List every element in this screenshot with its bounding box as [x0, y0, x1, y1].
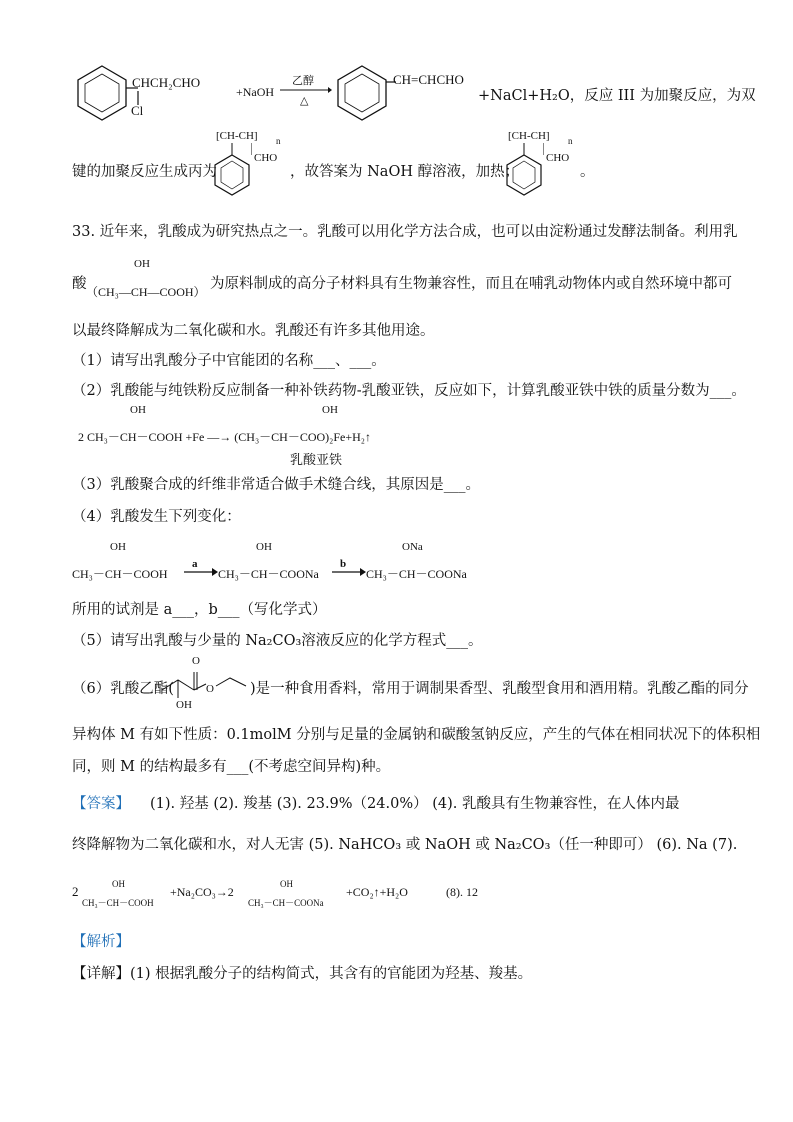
arrow-condition-top: 乙醇 [292, 75, 314, 87]
polymer-text-3: 。 [580, 164, 595, 180]
q33-part2: （2）乳酸能与纯铁粉反应制备一种补铁药物-乳酸亚铁，反应如下，计算乳酸亚铁中铁的质量分数为___。 [72, 383, 746, 399]
q33-part6-a: （6）乳酸乙酯( [72, 681, 174, 697]
lactic-formula: （CH₃—CH—COOH） [86, 285, 206, 299]
q33-intro-line2-a: 酸 [72, 276, 87, 292]
eq4-lactic-acid: CH₃－CH－COOH [72, 567, 168, 581]
q33-part4: （4）乳酸发生下列变化： [72, 509, 241, 525]
eq4-reagent-b: b [340, 558, 347, 570]
answer-line2: 终降解物为二氧化碳和水，对人无害 (5). NaHCO₃ 或 NaOH 或 Na₂CO₃（任一种即可） (6). Na (7). [72, 837, 738, 853]
ester-oh: OH [176, 699, 192, 711]
q33-part5: （5）请写出乳酸与少量的 Na₂CO₃溶液反应的化学方程式___。 [72, 633, 483, 649]
polymer-text-2: ，故答案为 NaOH 醇溶液，加热； [290, 164, 520, 180]
eq4-ona: ONa [402, 541, 423, 553]
q33-part1: （1）请写出乳酸分子中官能团的名称___、___。 [72, 353, 386, 369]
product-chain: CH=CHCHO [393, 72, 464, 87]
polymer-n-1: n [276, 136, 281, 146]
svg-text:O: O [206, 683, 214, 695]
analysis-label: 【解析】 [72, 934, 130, 950]
q33-part4-reagents: 所用的试剂是 a___，b___（写化学式） [72, 602, 327, 618]
polymer-cho-2: CHO [546, 152, 570, 164]
polymer-n-2: n [568, 136, 573, 146]
answer-eq-lactate: CH₃－CH－COONa [248, 898, 324, 908]
benzene-ring-reactant [72, 62, 132, 122]
answer-label: 【答案】 [72, 796, 130, 812]
reaction-note: +NaCl+H₂O，反应 III 为加聚反应，为双 [478, 88, 756, 104]
q33-part3: （3）乳酸聚合成的纤维非常适合做手术缝合线，其原因是___。 [72, 477, 480, 493]
q33-part6-d: 同，则 M 的结构最多有___(不考虑空间异构)种。 [72, 759, 391, 775]
reactant-chain: CHCH₂CHO [132, 75, 201, 90]
polymer-text-1: 键的加聚反应生成丙为 [72, 164, 217, 180]
reaction-arrow [280, 86, 332, 94]
ester-carbonyl-o: O [192, 655, 200, 667]
naoh-reagent: +NaOH [236, 85, 275, 99]
polymer-cho-1: CHO [254, 152, 278, 164]
eq2-equation: 2 CH₃－CH－COOH +Fe —→ (CH₃－CH－COO)₂Fe+H₂↑ [78, 430, 371, 444]
polymer-chain-1: [CH-CH] [216, 130, 258, 142]
answer-eq-mid: +Na₂CO₃→2 [170, 885, 234, 899]
answer-eq-oh-2: OH [280, 879, 293, 889]
polymer-ring-2 [500, 143, 544, 203]
chlorine-label: Cl [131, 103, 144, 118]
answer-eq-lactic: CH₃－CH－COOH [82, 898, 154, 908]
answer-eq-oh-1: OH [112, 879, 125, 889]
eq4-arrow-a [184, 568, 218, 576]
lactic-oh: OH [134, 258, 150, 270]
eq4-oh-1: OH [110, 541, 126, 553]
answer-eq-8: (8). 12 [446, 885, 478, 899]
answer-line1: (1). 羟基 (2). 羧基 (3). 23.9%（24.0%） (4). 乳酸具有生物兼容性，在人体内最 [150, 796, 680, 812]
eq4-disodium: CH₃－CH－COONa [366, 567, 467, 581]
q33-intro-line2-b: 为原料制成的高分子材料具有生物兼容性，而且在哺乳动物体内或自然环境中都可 [210, 276, 732, 292]
eq4-arrow-b [332, 568, 366, 576]
ethyl-lactate-skeleton [160, 664, 250, 700]
q33-part6-c: 异构体 M 有如下性质：0.1molM 分别与足量的金属钠和碳酸氢钠反应，产生的气体在相同状况下的体积相 [72, 727, 761, 743]
analysis-detail: 【详解】(1) 根据乳酸分子的结构简式，其含有的官能团为羟基、羧基。 [72, 966, 533, 982]
eq4-reagent-a: a [192, 558, 198, 570]
eq4-sodium-lactate: CH₃－CH－COONa [218, 567, 319, 581]
arrow-condition-bottom: △ [300, 95, 309, 107]
eq2-oh-1: OH [130, 404, 146, 416]
q33-part6-b: )是一种食用香料，常用于调制果香型、乳酸型食用和酒用精。乳酸乙酯的同分 [250, 681, 749, 697]
benzene-ring-product [332, 62, 392, 122]
eq4-oh-2: OH [256, 541, 272, 553]
eq2-product-name: 乳酸亚铁 [290, 453, 343, 468]
q33-intro-line1: 33. 近年来，乳酸成为研究热点之一。乳酸可以用化学方法合成，也可以由淀粉通过发酵法制备。利用乳 [72, 224, 738, 240]
polymer-ring-1 [208, 143, 252, 203]
q33-intro-line3: 以最终降解成为二氧化碳和水。乳酸还有许多其他用途。 [72, 323, 435, 339]
answer-eq-coef: 2 [72, 884, 79, 899]
polymer-chain-2: [CH-CH] [508, 130, 550, 142]
answer-eq-tail: +CO₂↑+H₂O [346, 885, 408, 899]
eq2-oh-2: OH [322, 404, 338, 416]
